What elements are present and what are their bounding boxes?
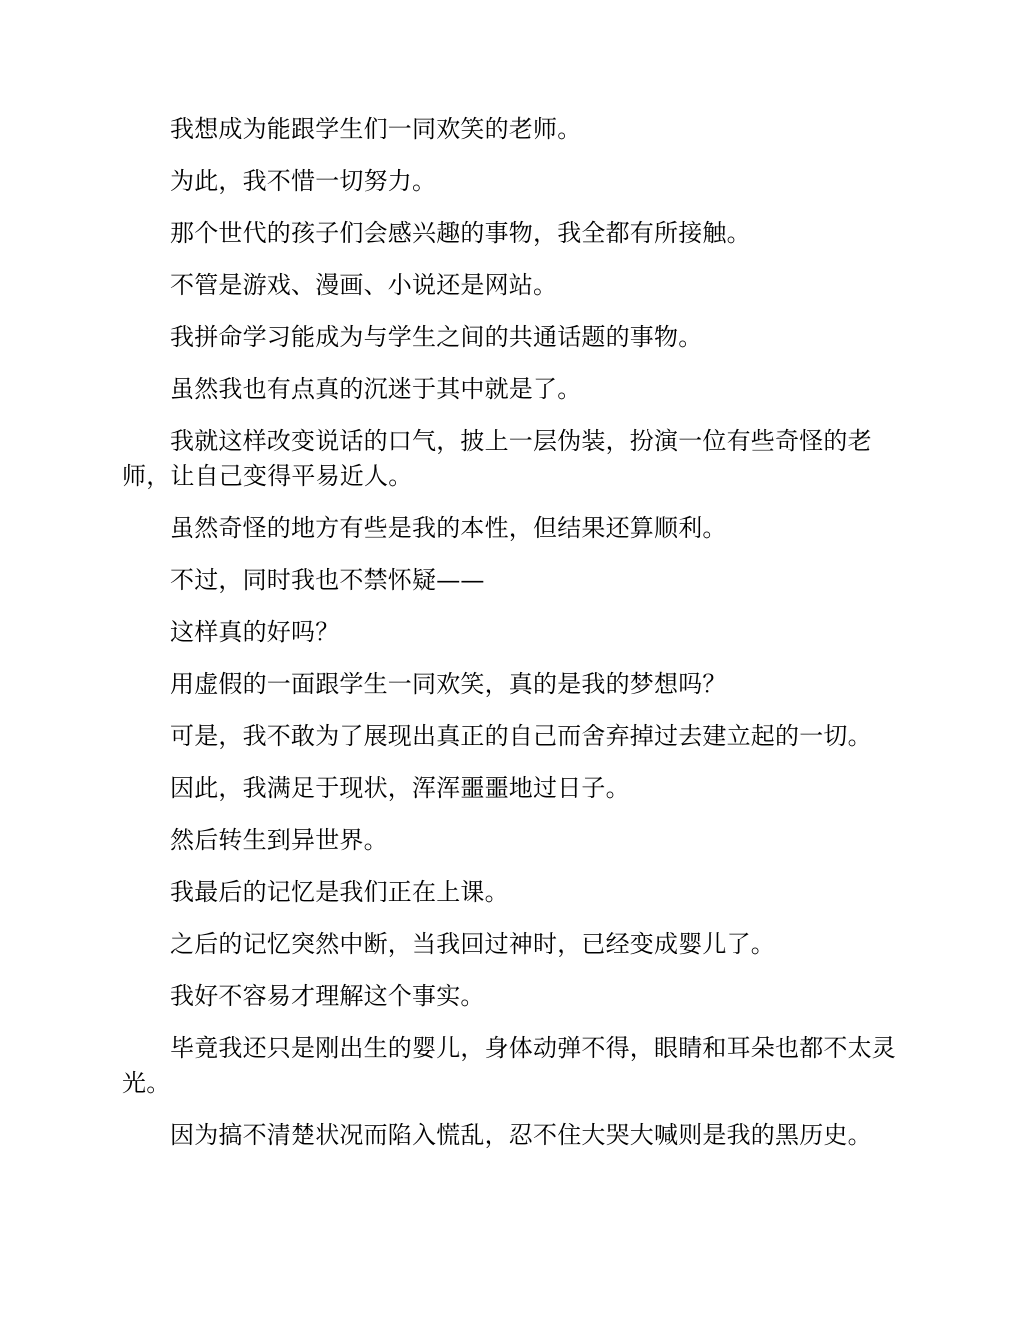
paragraph: 我拼命学习能成为与学生之间的共通话题的事物。 <box>170 323 703 351</box>
paragraph: 那个世代的孩子们会感兴趣的事物，我全都有所接触。 <box>170 219 751 247</box>
paragraph: 因为搞不清楚状况而陷入慌乱，忍不住大哭大喊则是我的黑历史。 <box>170 1121 872 1149</box>
paragraph: 我就这样改变说话的口气，披上一层伪装，扮演一位有些奇怪的老师，让自己变得平易近人。 <box>122 427 872 490</box>
paragraph: 可是，我不敢为了展现出真正的自己而舍弃掉过去建立起的一切。 <box>170 722 872 750</box>
paragraph: 用虚假的一面跟学生一同欢笑，真的是我的梦想吗？ <box>170 670 727 698</box>
paragraph: 因此，我满足于现状，浑浑噩噩地过日子。 <box>170 774 630 802</box>
paragraph: 虽然我也有点真的沉迷于其中就是了。 <box>170 375 582 403</box>
paragraph: 然后转生到异世界。 <box>170 826 388 854</box>
paragraph: 我想成为能跟学生们一同欢笑的老师。 <box>170 115 582 143</box>
paragraph: 不管是游戏、漫画、小说还是网站。 <box>170 271 558 299</box>
paragraph: 之后的记忆突然中断，当我回过神时，已经变成婴儿了。 <box>170 930 775 958</box>
paragraph: 虽然奇怪的地方有些是我的本性，但结果还算顺利。 <box>170 514 727 542</box>
paragraph: 这样真的好吗？ <box>170 618 340 646</box>
document-page <box>122 112 898 1170</box>
paragraph: 我好不容易才理解这个事实。 <box>170 982 485 1010</box>
paragraph: 不过，同时我也不禁怀疑—— <box>170 566 485 594</box>
paragraph: 为此，我不惜一切努力。 <box>170 167 437 195</box>
paragraph: 毕竟我还只是刚出生的婴儿，身体动弹不得，眼睛和耳朵也都不太灵光。 <box>122 1034 896 1097</box>
paragraph: 我最后的记忆是我们正在上课。 <box>170 878 509 906</box>
